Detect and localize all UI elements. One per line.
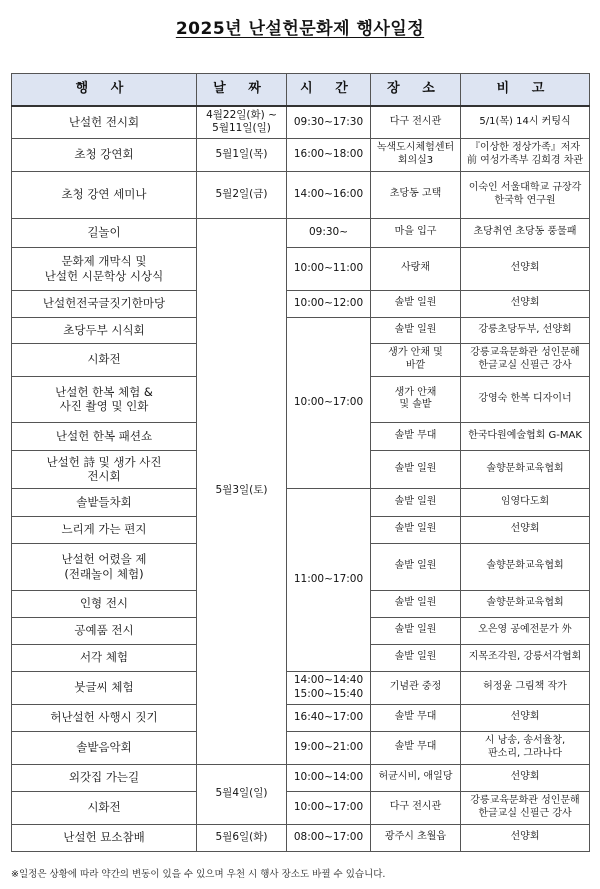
table-row	[12, 488, 590, 516]
note-text: 솔향문화교육협회	[486, 560, 564, 572]
cell-note	[461, 290, 590, 317]
cell-place	[371, 247, 461, 290]
table-row	[12, 824, 590, 851]
cell-event	[12, 764, 197, 791]
cell-event	[12, 138, 197, 171]
time-text: 10:00~17:00	[293, 395, 364, 408]
event-text: 초청 강연 세미나	[61, 187, 147, 202]
cell-note	[461, 590, 590, 617]
table-header-row	[12, 74, 590, 107]
event-text: 솔밭음악회	[76, 740, 132, 755]
cell-date	[197, 171, 287, 218]
note-text: 솔향문화교육협회	[486, 597, 564, 609]
event-text: 공예품 전시	[74, 623, 134, 638]
date-text: 5월3일(토)	[215, 484, 268, 497]
event-text: 난설헌 시문학상 시상식	[44, 268, 164, 283]
event-text: 시화전	[87, 352, 121, 367]
cell-note	[461, 317, 590, 343]
place-text: 솔밭 일원	[394, 323, 437, 335]
event-text: 난설헌 전시회	[68, 115, 140, 130]
table-row	[12, 764, 590, 791]
note-text: 한국다원예술협회 G-MAK	[468, 429, 582, 441]
note-text: 한글교실 신필근 강사	[478, 359, 572, 371]
cell-date	[197, 218, 287, 764]
header-place: 장 소	[371, 74, 461, 107]
place-text: 마을 입구	[394, 226, 437, 238]
time-text: 09:30~17:30	[293, 115, 364, 128]
time-text: 08:00~17:00	[293, 830, 364, 843]
date-text: 5월1일(목)	[215, 147, 268, 160]
note-text: 한글교실 신필근 강사	[478, 807, 572, 819]
table-row	[12, 218, 590, 247]
time-text: 10:00~11:00	[293, 261, 364, 274]
place-text: 솔밭 일원	[394, 462, 437, 474]
note-text: 강영숙 한복 디자이너	[478, 392, 572, 404]
cell-event	[12, 590, 197, 617]
cell-place	[371, 824, 461, 851]
event-text: 난설헌 어렸을 제	[61, 552, 147, 567]
cell-note	[461, 824, 590, 851]
cell-note	[461, 704, 590, 731]
event-text: 길놀이	[87, 225, 121, 240]
cell-time	[287, 731, 371, 764]
cell-place	[371, 317, 461, 343]
note-text: 오은영 공예전문가 外	[478, 624, 572, 636]
cell-note	[461, 731, 590, 764]
date-text: 5월4일(일)	[215, 787, 268, 800]
note-text: 선양회	[510, 771, 540, 783]
place-text: 바깥	[405, 359, 426, 371]
event-text: 인형 전시	[79, 596, 129, 611]
note-text: 솔향문화교육협회	[486, 462, 564, 474]
note-text: 5/1(목) 14시 커팅식	[479, 116, 571, 127]
place-text: 솔밭 일원	[394, 651, 437, 663]
date-text: 4월22일(화) ~	[206, 109, 277, 122]
note-text: 한국학 연구원	[494, 194, 556, 206]
note-text: 시 낭송, 송서율창,	[484, 735, 566, 746]
schedule-table	[11, 73, 590, 852]
time-text: 10:00~17:00	[293, 800, 364, 813]
cell-event	[12, 422, 197, 450]
cell-place	[371, 422, 461, 450]
event-text: (전래놀이 체험)	[64, 566, 144, 581]
cell-place	[371, 764, 461, 791]
cell-place	[371, 543, 461, 590]
cell-note	[461, 422, 590, 450]
header-time: 시 간	[287, 74, 371, 107]
cell-note	[461, 488, 590, 516]
cell-event	[12, 644, 197, 671]
event-text: 느리게 가는 편지	[61, 522, 147, 537]
time-text: 16:40~17:00	[293, 710, 364, 723]
note-text: 강릉초당두부, 선양회	[478, 323, 572, 335]
cell-time	[287, 290, 371, 317]
cell-event	[12, 376, 197, 422]
cell-place	[371, 343, 461, 376]
time-text: 19:00~21:00	[293, 740, 364, 753]
note-text: 선양회	[510, 523, 540, 535]
cell-time	[287, 138, 371, 171]
place-text: 솔밭 무대	[394, 711, 437, 723]
date-text: 5월11일(일)	[212, 122, 271, 135]
cell-note	[461, 543, 590, 590]
footnote: ※일정은 상황에 따라 약간의 변동이 있을 수 있으며 우천 시 행사 장소도 바뀔 수 있습니다.	[11, 869, 386, 880]
note-text: 지목조각원, 강릉서각협회	[468, 651, 582, 663]
cell-event	[12, 171, 197, 218]
table-row	[12, 791, 590, 824]
cell-note	[461, 644, 590, 671]
table-row	[12, 290, 590, 317]
time-text: 14:00~14:40	[293, 674, 364, 687]
cell-event	[12, 671, 197, 704]
place-text: 사랑채	[401, 262, 430, 274]
cell-time	[287, 106, 371, 138]
event-text: 난설헌 한복 체험 &	[55, 384, 153, 399]
cell-event	[12, 617, 197, 644]
cell-time	[287, 671, 371, 704]
date-text: 5월2일(금)	[215, 187, 268, 200]
table-row	[12, 247, 590, 290]
cell-event	[12, 343, 197, 376]
place-text: 회의실3	[397, 154, 434, 166]
cell-event	[12, 317, 197, 343]
cell-time	[287, 824, 371, 851]
place-text: 생가 안채	[394, 386, 437, 398]
place-text: 초당동 고택	[389, 188, 442, 200]
note-text: 강릉교육문화관 성인문해	[470, 347, 580, 358]
cell-note	[461, 617, 590, 644]
table-row	[12, 704, 590, 731]
cell-place	[371, 138, 461, 171]
cell-place	[371, 617, 461, 644]
cell-note	[461, 247, 590, 290]
cell-time	[287, 247, 371, 290]
place-text: 및 솔밭	[399, 399, 432, 410]
date-text: 5월6일(화)	[215, 830, 268, 843]
event-text: 초당두부 시식회	[63, 322, 145, 337]
table-row	[12, 106, 590, 138]
event-text: 붓글씨 체험	[74, 680, 134, 695]
note-text: 선양회	[510, 831, 540, 843]
place-text: 솔밭 무대	[394, 429, 437, 441]
cell-place	[371, 791, 461, 824]
cell-event	[12, 488, 197, 516]
table-row	[12, 731, 590, 764]
note-text: 『이상한 정상가족』저자	[469, 142, 581, 153]
cell-event	[12, 450, 197, 488]
table-row	[12, 317, 590, 343]
cell-place	[371, 218, 461, 247]
time-text: 10:00~12:00	[293, 296, 364, 309]
cell-place	[371, 488, 461, 516]
note-text: 초당취연 초당동 풍물패	[473, 226, 577, 238]
place-text: 광주시 초월읍	[384, 831, 447, 843]
header-event: 행 사	[12, 74, 197, 107]
note-text: 허정윤 그림책 작가	[483, 681, 567, 693]
cell-note	[461, 671, 590, 704]
place-text: 다구 전시관	[389, 801, 442, 813]
event-text: 난설헌 묘소참배	[63, 830, 145, 845]
event-text: 사진 촬영 및 인화	[59, 399, 149, 413]
place-text: 솔밭 일원	[394, 624, 437, 636]
place-text: 솔밭 무대	[394, 741, 437, 753]
table-row	[12, 138, 590, 171]
time-text: 09:30~	[308, 225, 349, 238]
cell-note	[461, 106, 590, 138]
header-date: 날 짜	[197, 74, 287, 107]
note-text: 판소리, 그라나다	[488, 747, 562, 759]
cell-date	[197, 106, 287, 138]
note-text: 이숙인 서울대학교 규장각	[468, 182, 582, 193]
cell-place	[371, 290, 461, 317]
cell-event	[12, 791, 197, 824]
event-text: 전시회	[87, 469, 121, 483]
event-text: 난설헌전국글짓기한마당	[42, 296, 166, 311]
cell-note	[461, 138, 590, 171]
time-text: 11:00~17:00	[293, 572, 364, 585]
page-title: 2025년 난설헌문화제 행사일정	[175, 19, 425, 39]
cell-date	[197, 764, 287, 824]
place-text: 솔밭 일원	[394, 523, 437, 535]
place-text: 솔밭 일원	[394, 560, 437, 572]
note-text: 선양회	[510, 297, 540, 309]
cell-note	[461, 171, 590, 218]
event-text: 시화전	[87, 800, 121, 815]
event-text: 외갓집 가는길	[68, 770, 140, 785]
cell-place	[371, 171, 461, 218]
cell-event	[12, 704, 197, 731]
place-text: 솔밭 일원	[394, 495, 437, 507]
cell-note	[461, 516, 590, 543]
time-text: 15:00~15:40	[293, 687, 364, 700]
place-text: 생가 안채 및	[388, 347, 443, 358]
cell-place	[371, 516, 461, 543]
time-text: 10:00~14:00	[293, 770, 364, 783]
cell-event	[12, 218, 197, 247]
cell-place	[371, 376, 461, 422]
cell-time	[287, 704, 371, 731]
cell-event	[12, 247, 197, 290]
event-text: 솔밭들차회	[76, 494, 132, 509]
cell-time	[287, 764, 371, 791]
cell-date	[197, 138, 287, 171]
cell-event	[12, 543, 197, 590]
cell-place	[371, 671, 461, 704]
note-text: 선양회	[510, 262, 540, 274]
event-text: 초청 강연회	[74, 147, 134, 162]
event-text: 허난설헌 사행시 짓기	[50, 710, 158, 725]
place-text: 다구 전시관	[389, 116, 442, 127]
note-text: 강릉교육문화관 성인문해	[470, 795, 580, 806]
event-text: 문화제 개막식 및	[61, 254, 147, 269]
event-text: 서각 체험	[79, 650, 129, 665]
cell-event	[12, 731, 197, 764]
cell-note	[461, 791, 590, 824]
cell-place	[371, 731, 461, 764]
place-text: 허균시비, 애일당	[378, 771, 453, 783]
cell-place	[371, 106, 461, 138]
note-text: 선양회	[510, 711, 540, 723]
time-text: 16:00~18:00	[293, 147, 364, 160]
cell-time	[287, 488, 371, 671]
cell-date	[197, 824, 287, 851]
cell-place	[371, 644, 461, 671]
table-row	[12, 671, 590, 704]
cell-note	[461, 376, 590, 422]
cell-event	[12, 290, 197, 317]
cell-event	[12, 106, 197, 138]
cell-note	[461, 343, 590, 376]
cell-event	[12, 824, 197, 851]
table-row	[12, 171, 590, 218]
note-text: 임영다도회	[500, 495, 550, 507]
schedule-body	[12, 106, 590, 851]
cell-time	[287, 317, 371, 488]
place-text: 솔밭 일원	[394, 297, 437, 309]
cell-time	[287, 171, 371, 218]
cell-time	[287, 218, 371, 247]
cell-place	[371, 704, 461, 731]
note-text: 前 여성가족부 김희경 차관	[466, 154, 584, 166]
place-text: 솔밭 일원	[394, 597, 437, 609]
cell-place	[371, 590, 461, 617]
cell-note	[461, 764, 590, 791]
event-text: 난설헌 詩 및 생가 사진	[46, 454, 162, 469]
time-text: 14:00~16:00	[293, 187, 364, 200]
cell-event	[12, 516, 197, 543]
header-note: 비 고	[461, 74, 590, 107]
place-text: 기념관 중정	[389, 681, 442, 693]
cell-time	[287, 791, 371, 824]
event-text: 난설헌 한복 패션쇼	[55, 428, 153, 443]
place-text: 녹색도시체험센터	[376, 142, 455, 153]
cell-note	[461, 218, 590, 247]
cell-place	[371, 450, 461, 488]
cell-note	[461, 450, 590, 488]
